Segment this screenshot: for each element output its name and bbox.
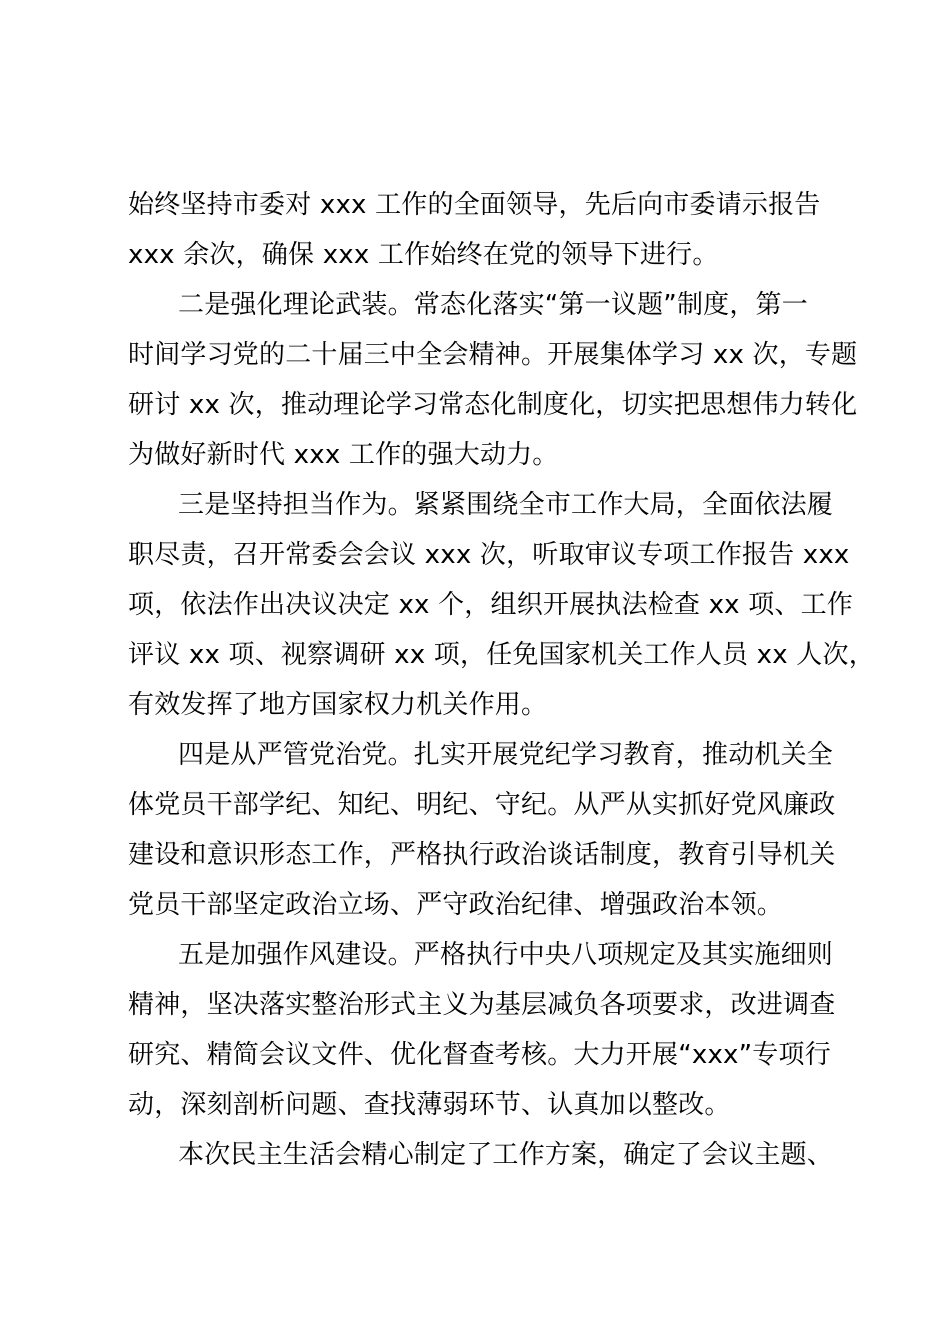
paragraph-start-line: 四是从严管党治党。扎实开展党纪学习教育，推动机关全 [178, 740, 834, 770]
text-line: 为做好新时代 xxx 工作的强大动力。 [128, 440, 559, 470]
text-line: xxx 余次，确保 xxx 工作始终在党的领导下进行。 [128, 240, 719, 270]
paragraph-start-line: 五是加强作风建设。严格执行中央八项规定及其实施细则 [178, 940, 834, 970]
text-line: 精神，坚决落实整治形式主义为基层减负各项要求，改进调查 [128, 990, 836, 1020]
text-line: 动，深刻剖析问题、查找薄弱环节、认真加以整改。 [128, 1090, 731, 1120]
document-body [128, 180, 875, 1180]
text-line: 项，依法作出决议决定 xx 个，组织开展执法检查 xx 项、工作 [128, 590, 854, 620]
text-line: 研究、精简会议文件、优化督查考核。大力开展“xxx”专项行 [128, 1040, 831, 1070]
paragraph-start-line: 三是坚持担当作为。紧紧围绕全市工作大局，全面依法履 [178, 490, 834, 520]
text-line: 体党员干部学纪、知纪、明纪、守纪。从严从实抓好党风廉政 [128, 790, 836, 820]
text-line: 时间学习党的二十届三中全会精神。开展集体学习 xx 次，专题 [128, 340, 858, 370]
text-line: 职尽责，召开常委会会议 xxx 次，听取审议专项工作报告 xxx [128, 540, 850, 570]
text-line: 评议 xx 项、视察调研 xx 项，任免国家机关工作人员 xx 人次， [128, 640, 875, 670]
text-line: 研讨 xx 次，推动理论学习常态化制度化，切实把思想伟力转化 [128, 390, 858, 420]
text-line: 有效发挥了地方国家权力机关作用。 [128, 690, 548, 720]
text-line: 始终坚持市委对 xxx 工作的全面领导，先后向市委请示报告 [128, 190, 821, 220]
paragraph-start-line: 二是强化理论武装。常态化落实“第一议题”制度，第一 [178, 290, 808, 320]
paragraph-start-line: 本次民主生活会精心制定了工作方案，确定了会议主题、 [178, 1140, 834, 1170]
text-line: 建设和意识形态工作，严格执行政治谈话制度，教育引导机关 [128, 840, 836, 870]
text-line: 党员干部坚定政治立场、严守政治纪律、增强政治本领。 [128, 890, 784, 920]
